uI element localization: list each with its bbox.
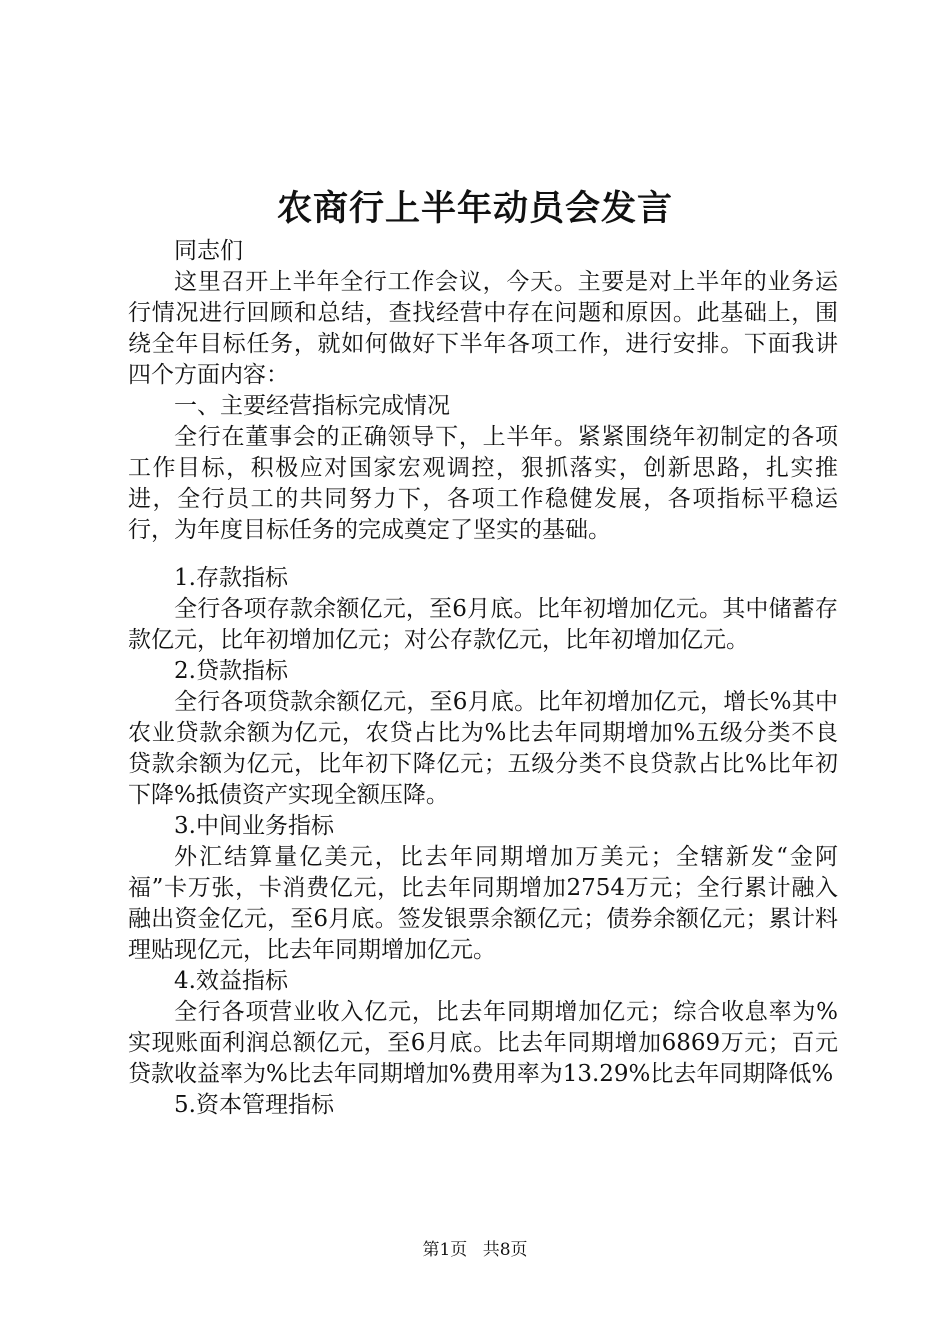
page-total: 共8页 [482, 1240, 528, 1260]
deposit-paragraph: 全行各项存款余额亿元，至6月底。比年初增加亿元。其中储蓄存款亿元，比年初增加亿元；对公存款亿元，比年初增加亿元。 [128, 596, 838, 653]
section-heading-main-indicators: 一、主要经营指标完成情况 [174, 393, 450, 419]
intro-paragraph: 这里召开上半年全行工作会议，今天。主要是对上半年的业务运行情况进行回顾和总结，查找经营中存在问题和原因。此基础上，围绕全年目标任务，就如何做好下半年各项工作，进行安排。下面我讲四个方面内容： [128, 269, 838, 388]
loan-paragraph: 全行各项贷款余额亿元，至6月底。比年初增加亿元，增长%其中农业贷款余额为亿元，农贷占比为%比去年同期增加%五级分类不良贷款余额为亿元，比年初下降亿元；五级分类不良贷款占比%比年初下降%抵债资产实现全额压降。 [128, 689, 838, 808]
subheading-capital: 5.资本管理指标 [174, 1092, 334, 1118]
subheading-profit: 4.效益指标 [174, 968, 288, 994]
overview-paragraph: 全行在董事会的正确领导下，上半年。紧紧围绕年初制定的各项工作目标，积极应对国家宏观调控，狠抓落实，创新思路，扎实推进，全行员工的共同努力下，各项工作稳健发展，各项指标平稳运行，为年度目标任务的完成奠定了坚实的基础。 [128, 424, 838, 543]
salutation: 同志们 [174, 238, 243, 264]
subheading-deposit: 1.存款指标 [174, 565, 288, 591]
document-title: 农商行上半年动员会发言 [276, 188, 673, 229]
page-footer [0, 1238, 950, 1262]
intermediary-paragraph: 外汇结算量亿美元，比去年同期增加万美元；全辖新发“金阿福”卡万张，卡消费亿元，比去年同期增加2754万元；全行累计融入融出资金亿元，至6月底。签发银票余额亿元；债券余额亿元；累计料理贴现亿元，比去年同期增加亿元。 [128, 844, 838, 963]
subheading-loan: 2.贷款指标 [174, 658, 288, 684]
page-number: 第1页 [422, 1240, 468, 1260]
document-body [128, 236, 838, 1121]
subheading-intermediary: 3.中间业务指标 [174, 813, 334, 839]
profit-paragraph: 全行各项营业收入亿元，比去年同期增加亿元；综合收息率为%实现账面利润总额亿元，至6月底。比去年同期增加6869万元；百元贷款收益率为%比去年同期增加%费用率为13.29%比去年同期降低% [128, 999, 838, 1087]
